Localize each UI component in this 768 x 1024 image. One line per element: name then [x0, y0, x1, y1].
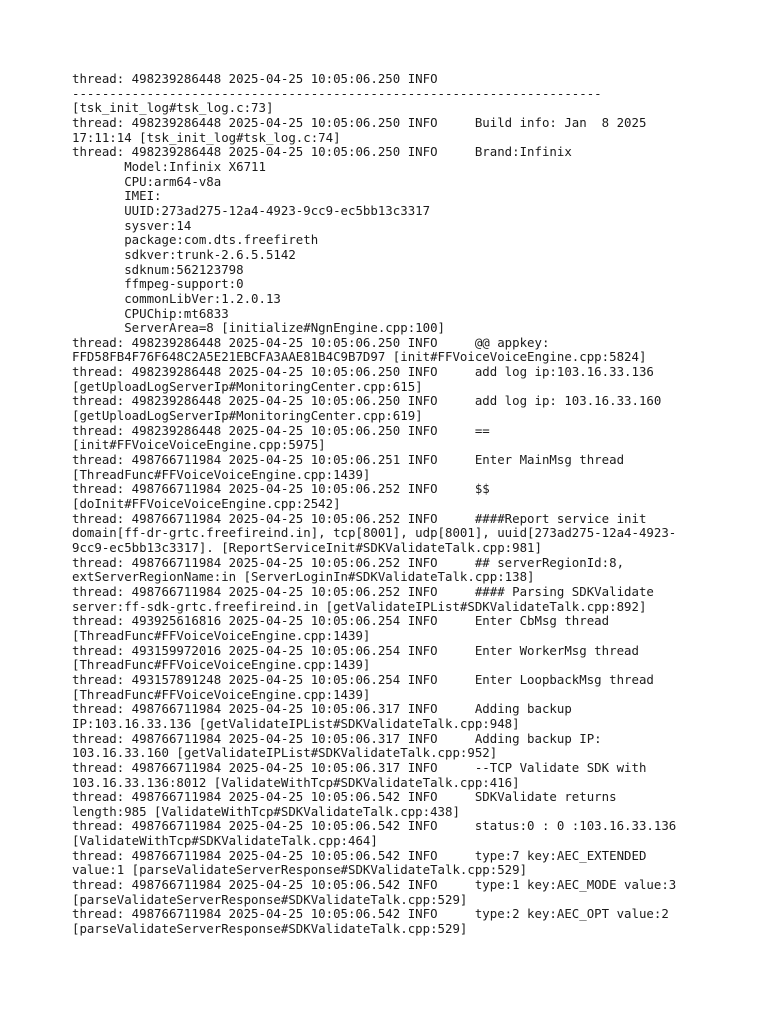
log-line: FFD58FB4F76F648C2A5E21EBCFA3AAE81B4C9B7D97 [init#FFVoiceVoiceEngine.cpp:5824] — [72, 349, 647, 365]
log-line: thread: 498239286448 2025-04-25 10:05:06.250 INFO add log ip: 103.16.33.160 — [72, 393, 662, 409]
log-line: thread: 498766711984 2025-04-25 10:05:06.542 INFO type:7 key:AEC_EXTENDED — [72, 847, 647, 863]
log-line: thread: 498239286448 2025-04-25 10:05:06.250 INFO @@ appkey: — [72, 334, 550, 350]
log-line: 103.16.33.160 [getValidateIPList#SDKValidateTalk.cpp:952] — [72, 745, 498, 761]
log-line: [ThreadFunc#FFVoiceVoiceEngine.cpp:1439] — [72, 657, 371, 673]
log-line: thread: 498766711984 2025-04-25 10:05:06.542 INFO type:1 key:AEC_MODE value:3 — [72, 877, 677, 893]
log-line: 9cc9-ec5bb13c3317]. [ReportServiceInit#SDKValidateTalk.cpp:981] — [72, 540, 542, 555]
log-line: [ValidateWithTcp#SDKValidateTalk.cpp:464] — [72, 833, 378, 849]
log-line: ----------------------------------------------------------------------- — [72, 85, 602, 101]
log-line: CPU:arm64-v8a — [72, 173, 222, 189]
log-line: CPUChip:mt6833 — [72, 305, 229, 321]
log-line: thread: 498239286448 2025-04-25 10:05:06.250 INFO == — [72, 422, 490, 438]
log-line: domain[ff-dr-grtc.freefireind.in], tcp[8001], udp[8001], uuid[273ad275-12a4-4923- — [72, 525, 677, 541]
log-line: package:com.dts.freefireth — [72, 232, 319, 248]
log-line: sdknum:562123798 — [72, 261, 244, 277]
log-line: thread: 498766711984 2025-04-25 10:05:06.252 INFO #### Parsing SDKValidate — [72, 583, 654, 599]
log-line: thread: 498766711984 2025-04-25 10:05:06.317 INFO Adding backup IP: — [72, 730, 602, 746]
log-line: Model:Infinix X6711 — [72, 158, 266, 174]
log-line: IP:103.16.33.136 [getValidateIPList#SDKValidateTalk.cpp:948] — [72, 715, 520, 731]
log-line: thread: 498239286448 2025-04-25 10:05:06.250 INFO Brand:Infinix — [72, 144, 572, 160]
log-line: thread: 493159972016 2025-04-25 10:05:06.254 INFO Enter WorkerMsg thread — [72, 642, 639, 658]
log-line: thread: 498766711984 2025-04-25 10:05:06.251 INFO Enter MainMsg thread — [72, 452, 625, 468]
log-line: thread: 493925616816 2025-04-25 10:05:06.254 INFO Enter CbMsg thread — [72, 613, 610, 629]
log-line: thread: 493157891248 2025-04-25 10:05:06.254 INFO Enter LoopbackMsg thread — [72, 671, 654, 687]
log-line: IMEI: — [72, 188, 162, 204]
log-line: thread: 498766711984 2025-04-25 10:05:06.317 INFO Adding backup — [72, 701, 572, 717]
log-line: thread: 498766711984 2025-04-25 10:05:06.542 INFO type:2 key:AEC_OPT value:2 — [72, 906, 669, 922]
log-line: server:ff-sdk-grtc.freefireind.in [getValidateIPList#SDKValidateTalk.cpp:892] — [72, 598, 647, 614]
log-line: UUID:273ad275-12a4-4923-9cc9-ec5bb13c3317 — [72, 202, 431, 218]
log-line: sdkver:trunk-2.6.5.5142 — [72, 246, 296, 262]
log-line: thread: 498766711984 2025-04-25 10:05:06.542 INFO SDKValidate returns — [72, 789, 617, 805]
log-line: [parseValidateServerResponse#SDKValidateTalk.cpp:529] — [72, 921, 468, 937]
log-line: 17:11:14 [tsk_init_log#tsk_log.c:74] — [72, 129, 341, 145]
log-line: [ThreadFunc#FFVoiceVoiceEngine.cpp:1439] — [72, 627, 371, 643]
log-line: thread: 498766711984 2025-04-25 10:05:06.252 INFO ## serverRegionId:8, — [72, 554, 625, 570]
log-line: [init#FFVoiceVoiceEngine.cpp:5975] — [72, 437, 326, 453]
log-document — [72, 72, 696, 937]
log-line: sysver:14 — [72, 217, 192, 233]
log-line: length:985 [ValidateWithTcp#SDKValidateTalk.cpp:438] — [72, 803, 460, 819]
log-line: value:1 [parseValidateServerResponse#SDKValidateTalk.cpp:529] — [72, 862, 528, 878]
log-line: extServerRegionName:in [ServerLoginIn#SDKValidateTalk.cpp:138] — [72, 569, 535, 585]
log-line: thread: 498766711984 2025-04-25 10:05:06.252 INFO ####Report service init — [72, 510, 647, 526]
log-line: [doInit#FFVoiceVoiceEngine.cpp:2542] — [72, 496, 341, 512]
log-line: [ThreadFunc#FFVoiceVoiceEngine.cpp:1439] — [72, 466, 371, 482]
log-line: commonLibVer:1.2.0.13 — [72, 290, 281, 306]
log-line: thread: 498239286448 2025-04-25 10:05:06.250 INFO — [72, 71, 438, 86]
log-line: [ThreadFunc#FFVoiceVoiceEngine.cpp:1439] — [72, 686, 371, 702]
log-line: thread: 498766711984 2025-04-25 10:05:06.252 INFO $$ — [72, 481, 490, 497]
log-line: [parseValidateServerResponse#SDKValidateTalk.cpp:529] — [72, 891, 468, 907]
log-line: [getUploadLogServerIp#MonitoringCenter.cpp:619] — [72, 408, 423, 424]
log-line: thread: 498239286448 2025-04-25 10:05:06.250 INFO add log ip:103.16.33.136 — [72, 364, 654, 380]
log-line: thread: 498766711984 2025-04-25 10:05:06.317 INFO --TCP Validate SDK with — [72, 759, 647, 775]
log-line: [tsk_init_log#tsk_log.c:73] — [72, 100, 274, 116]
log-line: [getUploadLogServerIp#MonitoringCenter.cpp:615] — [72, 378, 423, 394]
log-line: ffmpeg-support:0 — [72, 276, 244, 292]
log-line: thread: 498239286448 2025-04-25 10:05:06.250 INFO Build info: Jan 8 2025 — [72, 114, 647, 130]
log-line: ServerArea=8 [initialize#NgnEngine.cpp:100] — [72, 320, 445, 336]
log-line: thread: 498766711984 2025-04-25 10:05:06.542 INFO status:0 : 0 :103.16.33.136 — [72, 818, 677, 834]
log-line: 103.16.33.136:8012 [ValidateWithTcp#SDKValidateTalk.cpp:416] — [72, 774, 520, 790]
